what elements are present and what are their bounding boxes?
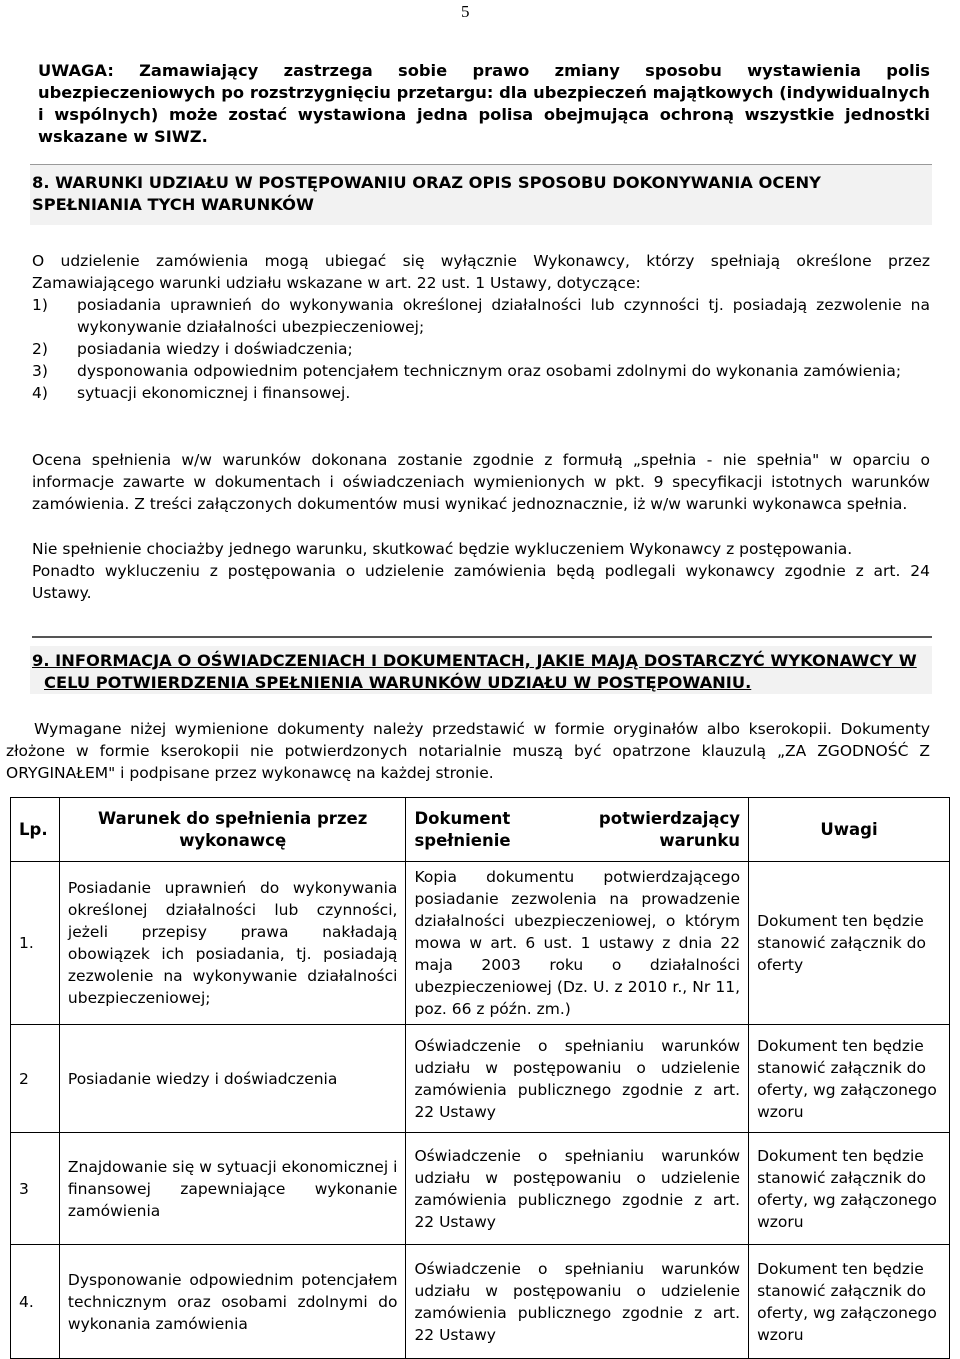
ponadto-paragraph: Ponadto wykluczeniu z postępowania o udzielenie zamówienia będą podlegali wykonawcy zgodnie z art. 24 Ustawy.	[32, 562, 930, 602]
cell-lp: 2	[11, 1025, 60, 1133]
cell-dokument: Kopia dokumentu potwierdzającego posiadanie zezwolenia na prowadzenie działalności ubezpieczeniowej, o którym mowa w art. 6 ust. 1 ustawy z dnia 22 maja 2003 roku o działalności ubezpieczeniowej (Dz. U. z 2010 r., Nr 11, poz. 66 z późn. zm.)	[406, 862, 749, 1025]
list-item-number: 3)	[32, 362, 48, 380]
cell-warunek: Znajdowanie się w sytuacji ekonomicznej i finansowej zapewniające wykonanie zamówienia	[59, 1133, 406, 1245]
header-dokument: Dokument potwierdzający spełnienie warunku	[406, 798, 749, 862]
cell-uwagi: Dokument ten będzie stanowić załącznik do oferty, wg załączonego wzoru	[749, 1025, 950, 1133]
cell-warunek: Posiadanie uprawnień do wykonywania określonej działalności lub czynności, jeżeli przepisy prawa nakładają obowiązek ich posiadania, tj. posiadają zezwolenie na wykonywanie działalności ubezpieczeniowej;	[59, 862, 406, 1025]
header-lp: Lp.	[11, 798, 60, 862]
cell-lp: 3	[11, 1133, 60, 1245]
cell-uwagi: Dokument ten będzie stanowić załącznik do oferty, wg załączonego wzoru	[749, 1245, 950, 1359]
cell-dokument: Oświadczenie o spełnianiu warunków udziału w postępowaniu o udzielenie zamówienia publicznego zgodnie z art. 22 Ustawy	[406, 1025, 749, 1133]
table-row	[11, 1025, 950, 1133]
list-item-text: posiadania uprawnień do wykonywania określonej działalności lub czynności tj. posiadają zezwolenie na wykonywanie działalności ubezpieczeniowej;	[77, 296, 930, 336]
conditions-list	[32, 294, 930, 404]
documents-table	[10, 797, 950, 1359]
cell-uwagi: Dokument ten będzie stanowić załącznik do oferty, wg załączonego wzoru	[749, 1133, 950, 1245]
list-item	[32, 338, 930, 360]
section-9-title	[32, 650, 932, 694]
list-item-number: 4)	[32, 384, 48, 402]
section-8-title: 8. WARUNKI UDZIAŁU W POSTĘPOWANIU ORAZ OPIS SPOSOBU DOKONYWANIA OCENY SPEŁNIANIA TYCH WARUNKÓW	[32, 173, 821, 214]
cell-warunek: Dysponowanie odpowiednim potencjałem technicznym oraz osobami zdolnymi do wykonania zamówienia	[59, 1245, 406, 1359]
table-row	[11, 862, 950, 1025]
header-uwagi: Uwagi	[749, 798, 950, 862]
required-documents-paragraph: Wymagane niżej wymienione dokumenty należy przedstawić w formie oryginałów albo kserokopii. Dokumenty złożone w formie kserokopii nie potwierdzonych notarialnie muszą być opatrzone klauzulą „ZA ZGODNOŚĆ Z ORYGINAŁEM" i podpisane przez wykonawcę na każdej stronie.	[6, 720, 930, 782]
section-8-intro: O udzielenie zamówienia mogą ubiegać się wyłącznie Wykonawcy, którzy spełniają określone przez Zamawiającego warunki udziału wskazane w art. 22 ust. 1 Ustawy, dotyczące:	[32, 252, 930, 292]
table-header-row	[11, 798, 950, 862]
cell-lp: 4.	[11, 1245, 60, 1359]
cell-warunek: Posiadanie wiedzy i doświadczenia	[59, 1025, 406, 1133]
section-9-title-line-2: CELU POTWIERDZENIA SPEŁNIENIA WARUNKÓW UDZIAŁU W POSTĘPOWANIU.	[44, 673, 752, 692]
ocena-paragraph: Ocena spełnienia w/w warunków dokonana zostanie zgodnie z formułą „spełnia - nie spełnia" w oparciu o informacje zawarte w dokumentach i oświadczeniach wymienionych w pkt. 9 specyfikacji istotnych warunków zamówienia. Z treści załączonych dokumentów musi wynikać jednoznacznie, iż w/w warunki wykonawca spełnia.	[32, 451, 930, 513]
section-9-title-line-1: 9. INFORMACJA O OŚWIADCZENIACH I DOKUMENTACH, JAKIE MAJĄ DOSTARCZYĆ WYKONAWCY W	[32, 651, 917, 670]
page-number: 5	[461, 2, 470, 21]
list-item	[32, 294, 930, 338]
cell-uwagi: Dokument ten będzie stanowić załącznik do oferty	[749, 862, 950, 1025]
section-9-divider	[32, 636, 932, 638]
table-row	[11, 1133, 950, 1245]
list-item-number: 1)	[32, 296, 48, 314]
list-item-text: posiadania wiedzy i doświadczenia;	[77, 340, 353, 358]
cell-lp: 1.	[11, 862, 60, 1025]
list-item	[32, 360, 930, 382]
list-item-number: 2)	[32, 340, 48, 358]
uwaga-note: UWAGA: Zamawiający zastrzega sobie prawo zmiany sposobu wystawienia polis ubezpieczeniowych po rozstrzygnięciu przetargu: dla ubezpieczeń majątkowych (indywidualnych i wspólnych) może zostać wystawiona jedna polisa obejmująca ochroną wszystkie jednostki wskazane w SIWZ.	[38, 61, 930, 146]
exclusion-paragraph: Nie spełnienie chociażby jednego warunku, skutkować będzie wykluczeniem Wykonawcy z postępowania.	[32, 540, 853, 558]
cell-dokument: Oświadczenie o spełnianiu warunków udziału w postępowaniu o udzielenie zamówienia publicznego zgodnie z art. 22 Ustawy	[406, 1245, 749, 1359]
table-row	[11, 1245, 950, 1359]
header-warunek: Warunek do spełnienia przez wykonawcę	[59, 798, 406, 862]
cell-dokument: Oświadczenie o spełnianiu warunków udziału w postępowaniu o udzielenie zamówienia publicznego zgodnie z art. 22 Ustawy	[406, 1133, 749, 1245]
list-item-text: sytuacji ekonomicznej i finansowej.	[77, 384, 351, 402]
list-item-text: dysponowania odpowiednim potencjałem technicznym oraz osobami zdolnymi do wykonania zamówienia;	[77, 362, 902, 380]
list-item	[32, 382, 930, 404]
